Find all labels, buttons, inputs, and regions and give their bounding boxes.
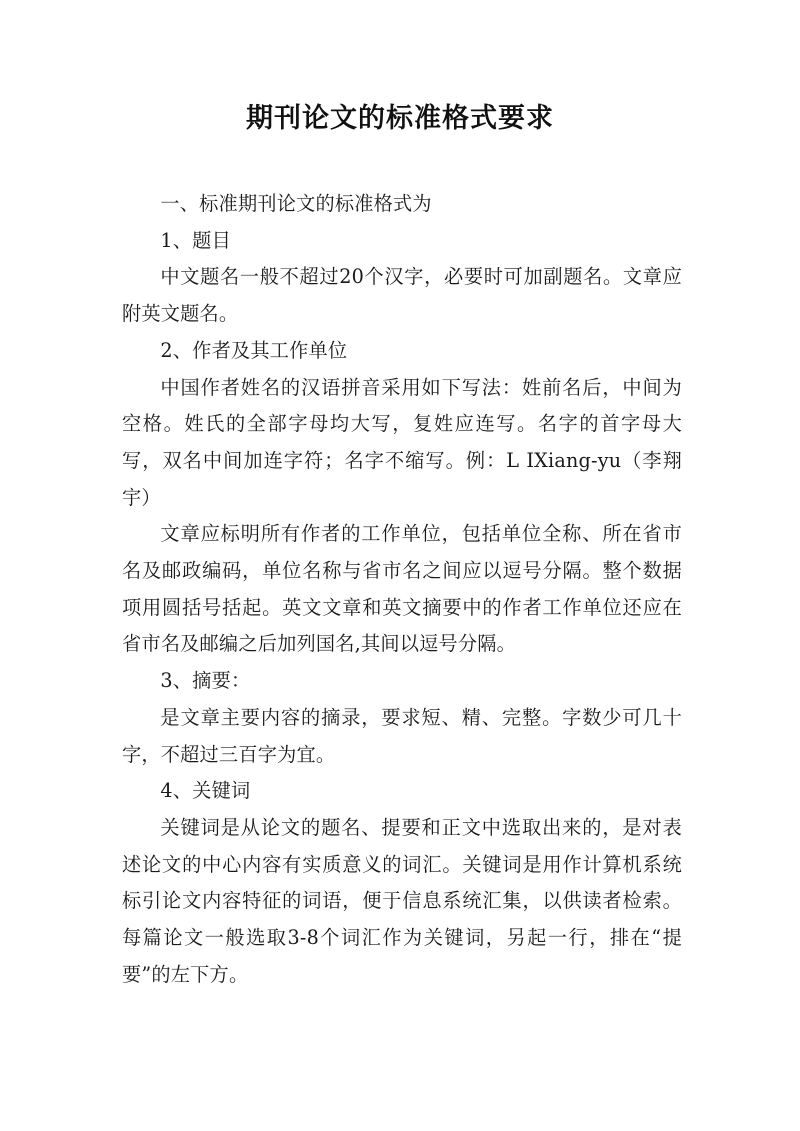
paragraph: 文章应标明所有作者的工作单位，包括单位全称、所在省市名及邮政编码，单位名称与省市名之间应以逗号分隔。整个数据项用圆括号括起。英文文章和英文摘要中的作者工作单位还应在省市名及邮编之后加列国名,其间以逗号分隔。 xyxy=(122,522,682,656)
paragraph: 中文题名一般不超过20个汉字，必要时可加副题名。文章应附英文题名。 xyxy=(122,265,682,326)
paragraph: 中国作者姓名的汉语拼音采用如下写法：姓前名后，中间为空格。姓氏的全部字母均大写，复姓应连写。名字的首字母大写，双名中间加连字符；名字不缩写。例：L IXiang-yu（李翔宇） xyxy=(122,375,682,509)
subsection-heading: 3、摘要： xyxy=(160,669,251,693)
subsection-heading: 2、作者及其工作单位 xyxy=(160,338,348,362)
document-body xyxy=(122,186,682,993)
page-title: 期刊论文的标准格式要求 xyxy=(246,103,554,134)
subsection-heading: 1、题目 xyxy=(160,228,231,252)
subsection-heading: 4、关键词 xyxy=(160,779,251,803)
paragraph: 是文章主要内容的摘录，要求短、精、完整。字数少可几十字，不超过三百字为宜。 xyxy=(122,705,682,766)
paragraph: 关键词是从论文的题名、提要和正文中选取出来的，是对表述论文的中心内容有实质意义的词汇。关键词是用作计算机系统标引论文内容特征的词语，便于信息系统汇集，以供读者检索。每篇论文一般选取3-8个词汇作为关键词，另起一行，排在“提要”的左下方。 xyxy=(122,815,682,986)
section-heading: 一、标准期刊论文的标准格式为 xyxy=(160,192,432,215)
